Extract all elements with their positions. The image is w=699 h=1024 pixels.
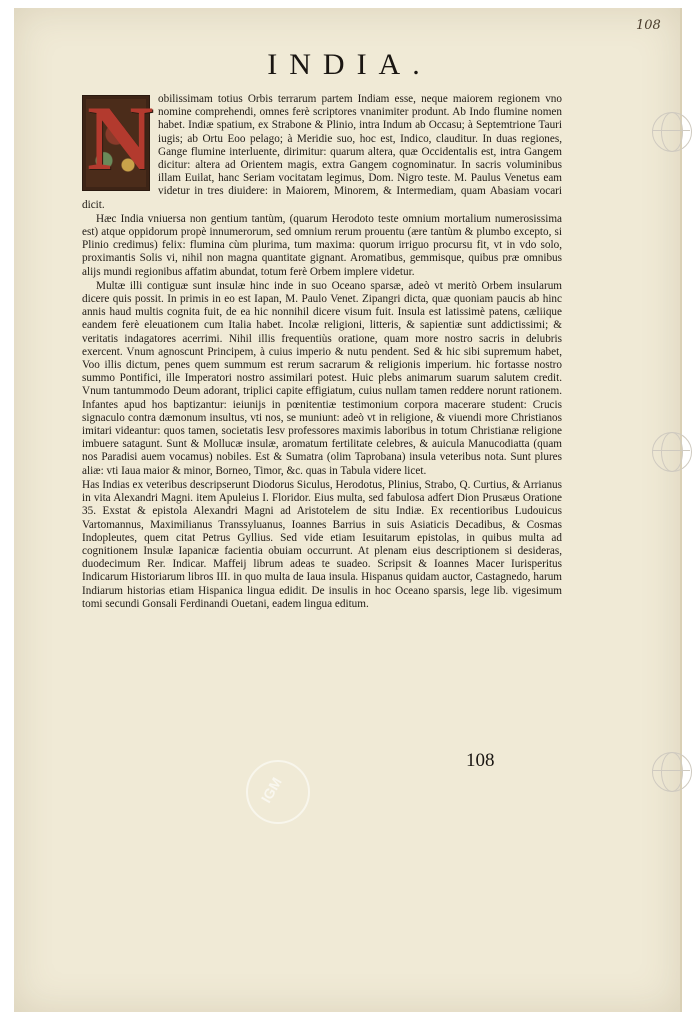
watermark-globe-icon <box>652 112 692 152</box>
paragraph-2: Hæc India vniuersa non gentium tantùm, (quarum Herodoto teste omnium mortalium numerosissima est) atque oppidorum propè innumerorum, sed omnium rerum prouentu (ære tantùm & plumbo excepto, si Plinio credimus) felix: flumina cùm plurima, tum maxima: quorum irriguo procursu fit, vt in vdo solo, proximantis Solis vi, nihil non magna quantitate gignant. Aromatibus, gemmisque, quibus præ omnibus alijs mundi regionibus affatim abundat, totum ferè Orbem implere videtur. <box>82 212 562 278</box>
drop-cap-letter: N <box>87 87 154 189</box>
paragraph-4: Has Indias ex veteribus descripserunt Diodorus Siculus, Herodotus, Plinius, Strabo, Q. Curtius, & Arrianus in vita Alexandri Magni. item Apuleius I. Floridor. Eius multa, sed fabulosa adfert Dion Prusæus Oratione 35. Exstat & epistola Alexandri Magni ad Aristotelem de situ Indiæ. Ex recentioribus Ludouicus Vartomannus, Maximilianus Transsyluanus, Ioannes Barrius in suis Asiaticis Decadibus, & Cosmas Indopleutes, quem citat Petrus Gyllius. Sed vide etiam Iesuitarum epistolas, in quibus multa ad cognitionem Insulæ Iapanicæ facientia obuiam occurrunt. At plenam eius descriptionem si desideras, duodecimum Rer. Indicar. Maffeij librum adeas te suadeo. Scripsit & Ioannes Macer Iurisperitus Indicarum Historiarum libros III. in quo multa de Iaua insula. Hispanus quidam auctor, Castagnedo, harum Indiarum historias etiam Hispanica lingua edidit. De insulis in hoc Oceano sparsis, lege lib. vigesimum tomi secundi Gonsali Ferdinandi Ouetani, eadem lingua editum. <box>82 478 562 610</box>
stamp-label: IGM <box>257 774 285 806</box>
ornamental-initial <box>82 87 154 191</box>
page-title: INDIA. <box>267 48 432 81</box>
text-body <box>82 87 562 612</box>
page-number: 108 <box>466 750 495 771</box>
handwritten-folio-number: 108 <box>636 18 661 33</box>
paragraph-1: obilissimam totius Orbis terrarum partem Indiam esse, neque maiorem regionem vno nomine comprehendi, omnes ferè scriptores vnanimiter produnt. Ab Indo flumine nomen habet. Indiæ spatium, ex Strabone & Plinio, intra Indum ab Occasu; à Septemtrione Tauri iugis; ab Ortu Eoo pelago; à Meridie suo, hoc est, Indico, clauditur. In duas regiones, Gange flumine interluente, dirimitur: quarum altera, quæ Occidentalis est, intra Gangem dicitur: altera ad Orientem magis, extra Gangem cognominatur. In sacris voluminibus illam Euilat, hanc Seriam vocitatam legimus, Dom. Nigro teste. M. Paulus Venetus eam videtur in tres diuidere: in Maiorem, Minorem, & Intermediam, quam Abasiam vocari dicit. <box>82 93 562 211</box>
watermark-globe-icon <box>652 432 692 472</box>
watermark-globe-icon <box>652 752 692 792</box>
paragraph-3: Multæ illi contiguæ sunt insulæ hinc inde in suo Oceano sparsæ, adeò vt meritò Orbem insularum dicere quis possit. In primis in eo est Iapan, M. Paulo Venet. Zipangri dicta, quæ quoniam paucis ab hinc annis haud multis cognita fuit, de ea hic nonnihil dicere visum fuit. Insula est latissimè patens, cæliique eandem ferè eleuationem cum Italia habet. Incolæ religioni, litteris, & sapientiæ sunt addictissimi; & veritatis indagatores acerrimi. Nihil illis frequentiùs oratione, quam more nostro sacris in delubris exercent. Vnum agnoscunt Principem, à cuius imperio & nutu pendent. Sed & hic sibi supremum habet, Voo illis dictum, penes quem summum est rerum sacrarum & religionis imperium. hic fortasse nostro summo Pontifici, ille Imperatori nostro assimilari potest. Huic plebs animarum suarum salutem credit. Vnum tantummodo Deum adorant, triplici capite effigiatum, cuius nullam tamen reddere norunt rationem. Infantes apud hos baptizantur: ieiunijs in pœnitentiæ testimonium corpora macerare student: Crucis signaculo contra dæmonum insultus, vti nos, se muniunt: adeò vt in religione, & viuendi more Christianos imitari videantur: quos tamen, societatis Iesv professores maximis laboribus in totum Christianæ religione imbuere satagunt. Sunt & Mollucæ insulæ, aromatum fertilitate celebres, & auicula Manucodiatta (quam nos Paradisi auem vocamus) nobiles. Est & Sumatra (olim Taprobana) insula veteribus nota. Sunt plures aliæ: vti Iaua maior & minor, Borneo, Timor, &c. quas in Tabula videre licet. <box>82 279 562 477</box>
